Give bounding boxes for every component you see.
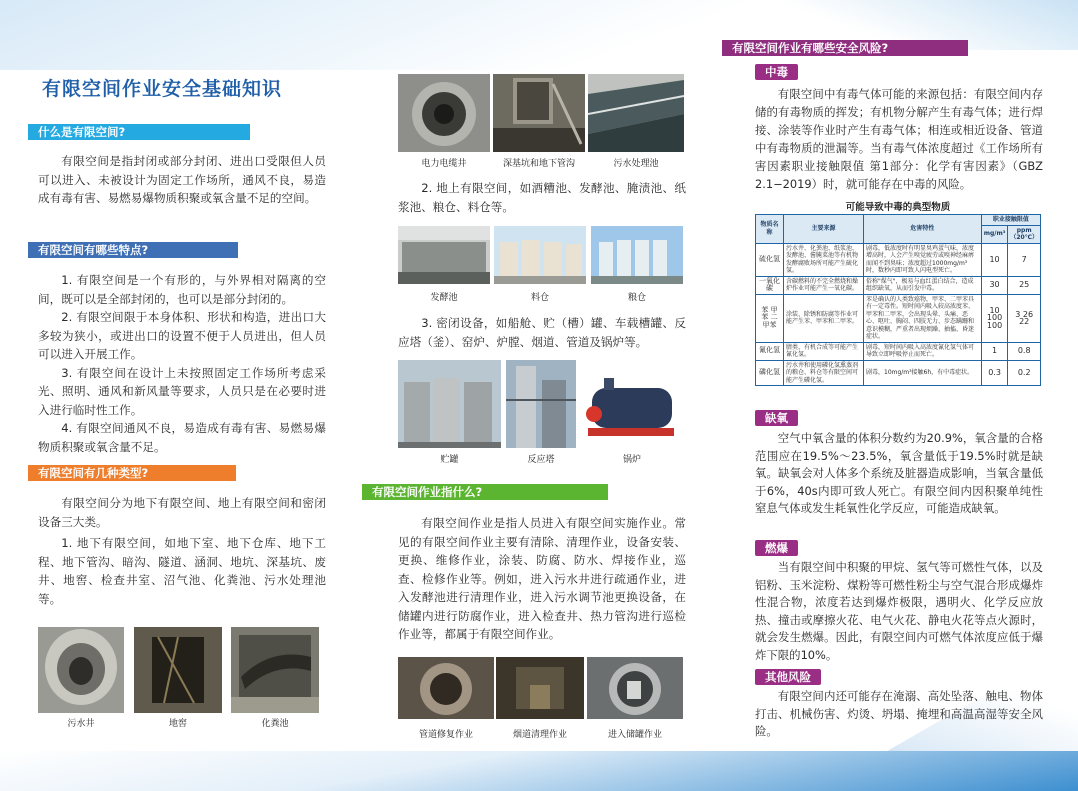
cell-mg: 10 (981, 243, 1008, 276)
tag-poisoning: 中毒 (755, 64, 798, 80)
oxygen-body (755, 430, 1043, 518)
sealed-text: 3. 密闭设备，如船舱、贮（槽）罐、车载槽罐、反应塔（釜）、窑炉、炉膛、烟道、管道及锅炉等。 (398, 316, 686, 349)
cell-hazard: 剧毒，低浓度时有明显臭鸡蛋气味，浓度增高时，人会产生嗅觉疲劳或嗅神经麻痹而闻不到臭味；浓度超过1000mg/m³时，数秒内即可致人闪电型死亡。 (864, 243, 982, 276)
table-row (756, 243, 1041, 276)
fermentation-tank-image (398, 226, 490, 284)
cell-ppm: 0.2 (1008, 360, 1041, 386)
section-heading-work: 有限空间作业指什么? (362, 484, 608, 500)
cell-mg: 10 100 100 (981, 294, 1008, 342)
section-heading-features: 有限空间有哪些特点? (28, 242, 238, 258)
other-risks-text: 有限空间内还可能存在淹溺、高处坠落、触电、物体打击、机械伤害、灼烫、坍塌、掩埋和高温高湿等安全风险。 (755, 689, 1043, 739)
tag-oxygen-deficiency: 缺氧 (755, 410, 798, 426)
photo-flue-cleaning (496, 657, 584, 719)
photo-grain-silo (591, 226, 683, 284)
cell-hazard: 俗称"煤气"，极易与血红蛋白结合，造成组织缺氧，从而引发中毒。 (864, 276, 982, 294)
caption-reaction-tower: 反应塔 (527, 455, 555, 465)
table-row (756, 294, 1041, 342)
feature-item-4: 4. 有限空间通风不良，易造成有毒有害、易燃易爆物质积聚或氧含量不足。 (38, 421, 326, 454)
caption-storage-tank: 贮罐 (440, 455, 459, 465)
table-header-source: 主要来源 (784, 215, 864, 244)
feature-item-2: 2. 有限空间限于本身体积、形状和构造，进出口大多较为狭小，或进出口的设置不便于人员进出，但人员可以进入开展工作。 (38, 310, 326, 361)
table-header-mg: mg/m³ (981, 225, 1008, 243)
caption-material-silo: 料仓 (530, 293, 549, 303)
explosion-text: 当有限空间中积聚的甲烷、氢气等可燃性气体，以及铝粉、玉米淀粉、煤粉等可燃性粉尘与空气混合形成爆炸性混合物，浓度若达到爆炸极限，遇明火、化学反应放热、撞击或摩擦火花、电气火花、静电火花等点火源时，就会发生燃爆。因此，有限空间内可燃气体浓度应低于爆炸下限的10%。 (755, 560, 1043, 662)
types-underground: 1. 地下有限空间，如地下室、地下仓库、地下工程、地下管沟、暗沟、隧道、涵洞、地坑、深基坑、废井、地窖、检查井室、沼气池、化粪池、污水处理池等。 (38, 536, 326, 606)
sewage-well-image (38, 627, 124, 713)
photo-sewage-well (38, 627, 124, 713)
cell-mg: 30 (981, 276, 1008, 294)
caption-sewage-treatment-pool: 污水处理池 (613, 159, 659, 169)
table-header-name: 物质名称 (756, 215, 784, 244)
table-header-limit: 职业接触限值 (981, 215, 1040, 226)
photo-septic-tank (231, 627, 319, 713)
types-sealed (398, 314, 686, 351)
cell-hazard: 苯是确认的人类致癌物，甲苯、二甲苯具有一定毒性。短时间内吸入较高浓度苯、甲苯和二甲苯，会出现头晕、头痛、恶心、呕吐、胸闷、四肢无力、步态蹒跚和意识模糊，严重者出现烦躁、抽搐、昏迷症状。 (864, 294, 982, 342)
types-intro: 有限空间分为地下有限空间、地上有限空间和密闭设备三大类。 (38, 496, 326, 529)
cell-ppm: 0.8 (1008, 342, 1041, 360)
table-row (756, 276, 1041, 294)
photo-storage-tank (398, 360, 501, 448)
tag-other-risks: 其他风险 (755, 669, 821, 685)
cell-name: 氰化氢 (756, 342, 784, 360)
oxygen-text: 空气中氧含量的体积分数约为20.9%，氧含量的合格范围应在19.5%～23.5%，氧含量低于19.5%时就是缺氧。缺氧会对人体多个系统及脏器造成影响，当氧含量低于6%，40s内即可致人死亡。有限空间内因积聚单纯性窒息气体或发生耗氧性化学反应，可能造成缺氧。 (755, 431, 1043, 516)
caption-tank-entry: 进入储罐作业 (607, 730, 662, 740)
work-text: 有限空间作业是指人员进入有限空间实施作业。常见的有限空间作业主要有清除、清理作业，设备安装、更换、维修作业，涂装、防腐、防水、焊接作业，巡查、检修作业等。例如，进入污水井进行疏通作业，进入发酵池进行清理作业，进入污水调节池更换设备，在储罐内进行防腐作业，进入检查井、热力管沟进行巡检作业等，都属于有限空间作业。 (398, 516, 686, 641)
photo-boiler (582, 370, 682, 448)
photo-pipe-repair (398, 657, 494, 719)
photo-fermentation-tank (398, 226, 490, 284)
cell-name: 磷化氢 (756, 360, 784, 386)
pipe-repair-image (398, 657, 494, 719)
toxic-table-title: 可能导致中毒的典型物质 (845, 202, 951, 213)
grain-silo-image (591, 226, 683, 284)
cell-name: 一氧化碳 (756, 276, 784, 294)
poison-body (755, 85, 1043, 193)
cell-mg: 1 (981, 342, 1008, 360)
photo-cellar (134, 627, 222, 713)
toxic-substances-table (755, 214, 1041, 386)
reaction-tower-image (506, 360, 576, 448)
caption-deep-pit: 深基坑和地下管沟 (502, 159, 575, 169)
cellar-image (134, 627, 222, 713)
section-heading-risks: 有限空间作业有哪些安全风险? (722, 40, 968, 56)
cell-ppm: 7 (1008, 243, 1041, 276)
photo-power-cable-well (398, 74, 490, 152)
types-body (38, 494, 326, 608)
caption-septic-tank: 化粪池 (261, 719, 289, 729)
caption-flue-cleaning: 烟道清理作业 (512, 730, 567, 740)
boiler-image (582, 370, 682, 448)
poison-text: 有限空间中有毒气体可能的来源包括：有限空间内存储的有毒物质的挥发；有机物分解产生有毒气体；进行焊接、涂装等作业时产生有毒气体；相连或相近设备、管道中有毒物质的泄漏等。当有毒气体浓度超过《工作场所有害因素职业接触限值 第1部分：化学有害因素》（GBZ 2.1−2019）时，就可能存在中毒的风险。 (755, 87, 1043, 191)
what-is-text: 有限空间是指封闭或部分封闭、进出口受限但人员可以进入、未被设计为固定工作场所，通风不良，易造成有毒有害、易燃易爆物质积聚或氧含量不足的空间。 (38, 154, 326, 205)
cell-source: 污水井和使用磷化氢熏蒸剂的粮仓、料仓等有限空间可能产生磷化氢。 (784, 360, 864, 386)
cell-ppm: 25 (1008, 276, 1041, 294)
cell-name: 苯 甲苯 二甲苯 (756, 294, 784, 342)
background-bottom-wave (0, 751, 1078, 791)
cell-ppm: 3 26 22 (1008, 294, 1041, 342)
material-silo-image (494, 226, 586, 284)
deep-pit-image (493, 74, 585, 152)
cell-name: 硫化氢 (756, 243, 784, 276)
photo-tank-entry (587, 657, 683, 719)
photo-deep-pit (493, 74, 585, 152)
photo-material-silo (494, 226, 586, 284)
what-is-body (38, 152, 326, 208)
feature-item-1: 1. 有限空间是一个有形的，与外界相对隔离的空间，既可以是全部封闭的，也可以是部分封闭的。 (38, 273, 326, 306)
sewage-treatment-pool-image (588, 74, 684, 152)
cell-mg: 0.3 (981, 360, 1008, 386)
photo-sewage-treatment-pool (588, 74, 684, 152)
types-above-ground (398, 179, 686, 216)
tank-entry-image (587, 657, 683, 719)
power-cable-well-image (398, 74, 490, 152)
cell-source: 涂装、除锈和防腐等作业可能产生苯、甲苯和二甲苯。 (784, 294, 864, 342)
photo-reaction-tower (506, 360, 576, 448)
above-ground-text: 2. 地上有限空间，如酒糟池、发酵池、腌渍池、纸浆池、粮仓、料仓等。 (398, 181, 686, 214)
caption-cellar: 地窖 (168, 719, 187, 729)
tag-explosion: 燃爆 (755, 540, 798, 556)
table-row (756, 342, 1041, 360)
other-risks-body (755, 688, 1043, 741)
flue-cleaning-image (496, 657, 584, 719)
table-header-ppm: ppm（20℃） (1008, 225, 1041, 243)
caption-power-cable-well: 电力电缆井 (421, 159, 467, 169)
cell-hazard: 剧毒，短时间内吸入高浓度氰化氢气体可导致立即呼吸停止而死亡。 (864, 342, 982, 360)
cell-source: 含碳燃料的不完全燃烧和燥炉作业可能产生一氧化碳。 (784, 276, 864, 294)
section-heading-what-is: 什么是有限空间? (28, 124, 250, 140)
caption-fermentation-tank: 发酵池 (430, 293, 458, 303)
cell-source: 腈类、有机合成等可能产生氰化氢。 (784, 342, 864, 360)
feature-item-3: 3. 有限空间在设计上未按照固定工作场所考虑采光、照明、通风和新风量等要求，人员只是在必要时进入进行临时性工作。 (38, 365, 326, 417)
cell-hazard: 剧毒，10mg/m³接触6h，有中毒症状。 (864, 360, 982, 386)
features-list (38, 271, 326, 456)
page-title: 有限空间作业安全基础知识 (42, 78, 283, 100)
storage-tank-image (398, 360, 501, 448)
table-row (756, 360, 1041, 386)
caption-boiler: 锅炉 (622, 455, 641, 465)
cell-source: 污水井、化粪池、纸浆池、发酵池、酱腌菜池等有机物发酵腐败场所可能产生硫化氢。 (784, 243, 864, 276)
work-body (398, 514, 686, 644)
caption-grain-silo: 粮仓 (627, 293, 646, 303)
explosion-body (755, 559, 1043, 665)
caption-pipe-repair: 管道修复作业 (418, 730, 473, 740)
table-header-hazard: 危害特性 (864, 215, 982, 244)
section-heading-types: 有限空间有几种类型? (28, 465, 236, 481)
septic-tank-image (231, 627, 319, 713)
caption-sewage-well: 污水井 (67, 719, 95, 729)
